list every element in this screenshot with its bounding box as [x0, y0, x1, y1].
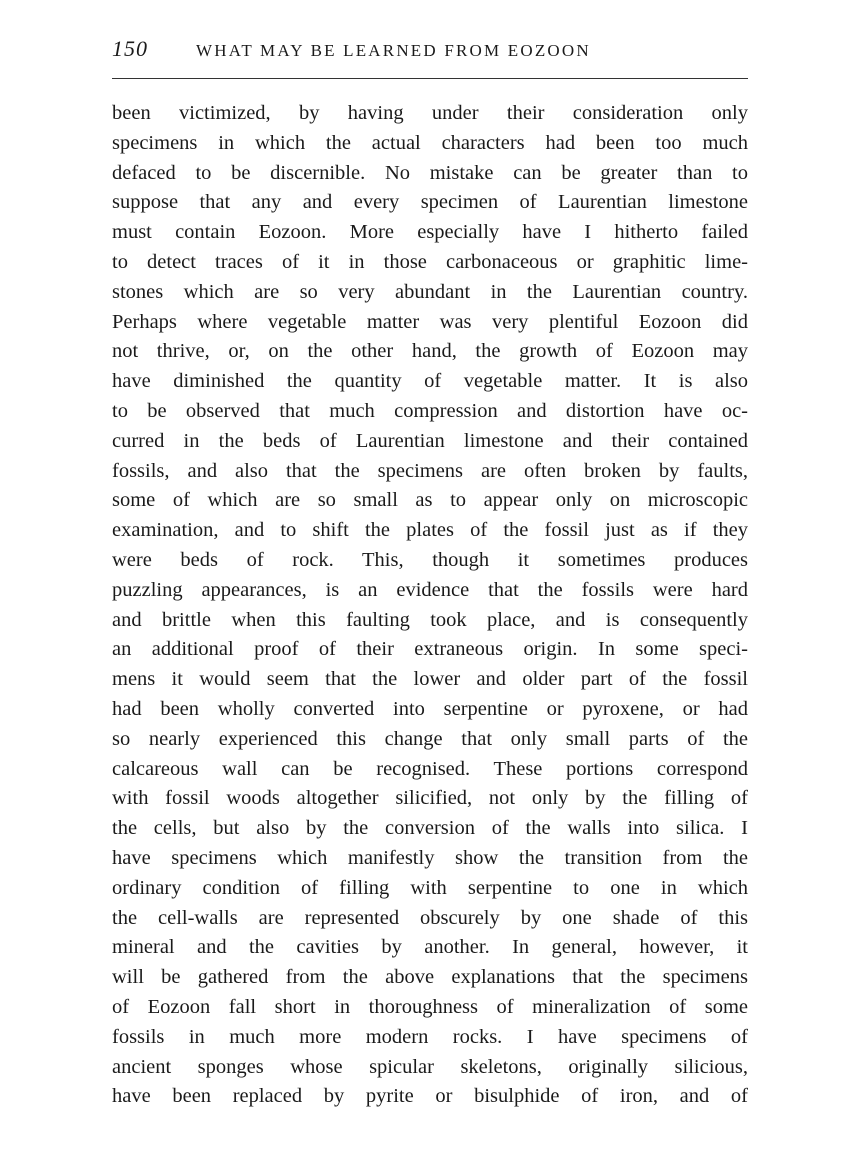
- text-line: have diminished the quantity of vegetable matter. It is also: [112, 370, 748, 393]
- text-line: been victimized, by having under their consideration only: [112, 102, 748, 124]
- text-line: an additional proof of their extraneous origin. In some speci-: [112, 638, 748, 661]
- text-line: will be gathered from the above explanations that the specimens: [112, 966, 748, 989]
- text-line: and brittle when this faulting took place, and is consequently: [112, 608, 748, 631]
- text-line: had been wholly converted into serpentine or pyroxene, or had: [112, 697, 748, 720]
- text-line: to detect traces of it in those carbonaceous or graphitic lime-: [112, 250, 748, 273]
- running-head: [112, 36, 748, 70]
- body-text: [112, 99, 748, 1112]
- header-rule: [112, 78, 748, 79]
- text-line: have been replaced by pyrite or bisulphide of iron, and of: [112, 1085, 748, 1108]
- text-line: calcareous wall can be recognised. These portions correspond: [112, 757, 748, 780]
- text-line: the cells, but also by the conversion of the walls into silica. I: [112, 817, 748, 840]
- text-line: suppose that any and every specimen of Laurentian limestone: [112, 191, 748, 214]
- text-line: specimens in which the actual characters had been too much: [112, 131, 748, 154]
- text-line: to be observed that much compression and distortion have oc-: [112, 399, 748, 422]
- text-line: puzzling appearances, is an evidence that the fossils were hard: [112, 578, 748, 601]
- text-line: some of which are so small as to appear only on microscopic: [112, 489, 748, 512]
- text-line: ancient sponges whose spicular skeletons, originally silicious,: [112, 1055, 748, 1078]
- page-number: 150: [112, 36, 148, 61]
- text-line: examination, and to shift the plates of the fossil just as if they: [112, 519, 748, 542]
- text-line: mens it would seem that the lower and older part of the fossil: [112, 668, 748, 691]
- text-line: were beds of rock. This, though it sometimes produces: [112, 548, 748, 571]
- text-line: Perhaps where vegetable matter was very plentiful Eozoon did: [112, 310, 748, 333]
- text-line: curred in the beds of Laurentian limestone and their contained: [112, 429, 748, 452]
- text-line: of Eozoon fall short in thoroughness of mineralization of some: [112, 995, 748, 1018]
- text-line: not thrive, or, on the other hand, the growth of Eozoon may: [112, 340, 748, 363]
- text-line: must contain Eozoon. More especially have I hitherto failed: [112, 221, 748, 244]
- text-line: mineral and the cavities by another. In general, however, it: [112, 936, 748, 959]
- text-line: with fossil woods altogether silicified, not only by the filling of: [112, 787, 748, 810]
- text-line: ordinary condition of filling with serpentine to one in which: [112, 876, 748, 899]
- text-line: the cell-walls are represented obscurely by one shade of this: [112, 906, 748, 929]
- text-line: defaced to be discernible. No mistake can be greater than to: [112, 161, 748, 184]
- text-line: fossils in much more modern rocks. I have specimens of: [112, 1025, 748, 1048]
- text-line: so nearly experienced this change that only small parts of the: [112, 727, 748, 750]
- text-line: fossils, and also that the specimens are often broken by faults,: [112, 459, 748, 482]
- running-title: WHAT MAY BE LEARNED FROM EOZOON: [196, 41, 591, 60]
- text-line: stones which are so very abundant in the Laurentian country.: [112, 280, 748, 303]
- text-line: have specimens which manifestly show the transition from the: [112, 846, 748, 869]
